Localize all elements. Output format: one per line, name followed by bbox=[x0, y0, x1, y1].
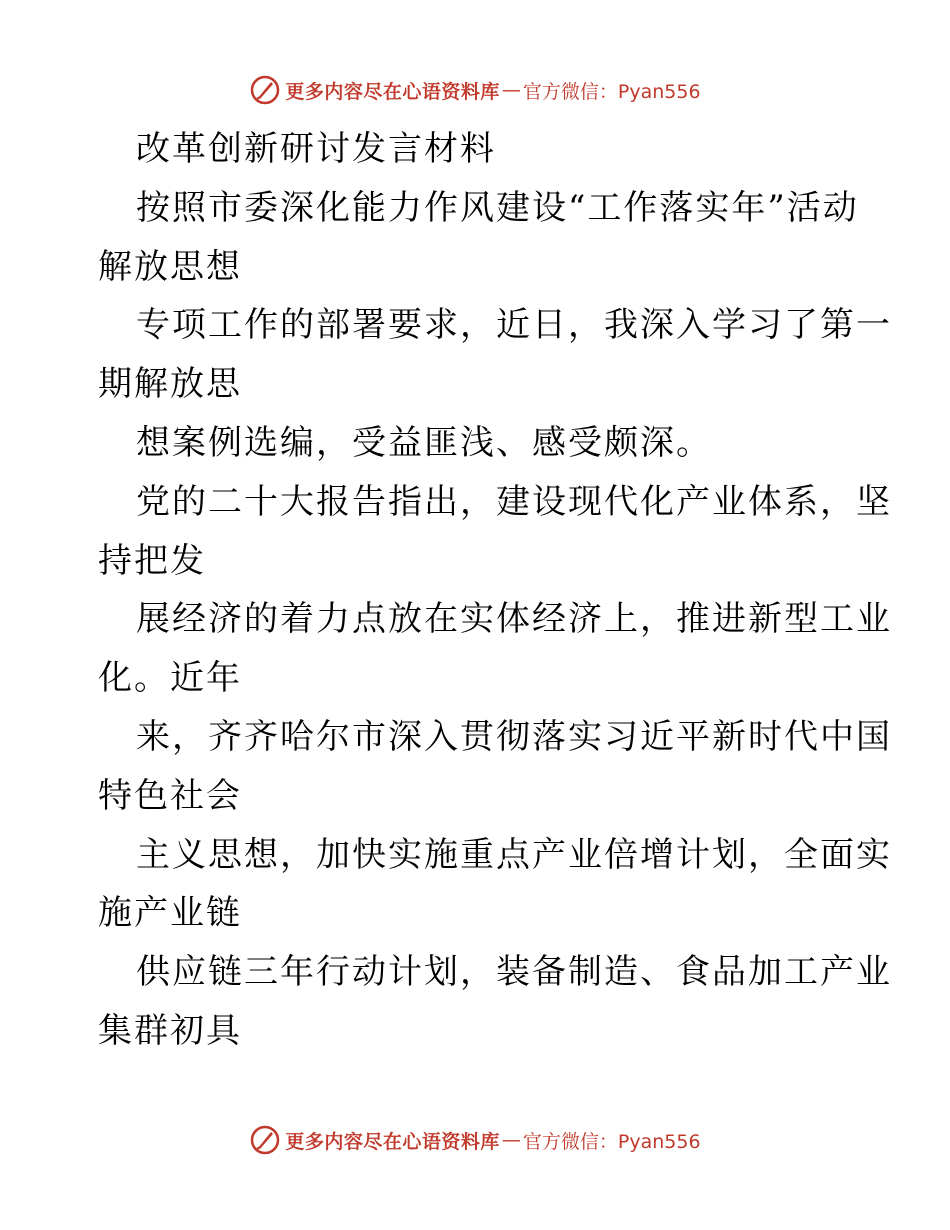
header-wechat: 官方微信：Pyan556 bbox=[522, 80, 701, 103]
footer-banner bbox=[0, 1120, 950, 1160]
text-line: 集群初具 bbox=[98, 1010, 242, 1051]
text-line: 展经济的着力点放在实体经济上，推进新型工业 bbox=[136, 599, 892, 640]
feather-pen-circle-icon bbox=[249, 74, 281, 106]
text-line: 解放思想 bbox=[98, 246, 242, 287]
document-body bbox=[98, 120, 892, 1061]
text-line: 化。近年 bbox=[98, 658, 242, 699]
header-banner bbox=[0, 70, 950, 110]
text-line: 党的二十大报告指出，建设现代化产业体系，坚 bbox=[136, 481, 892, 522]
feather-pen-circle-icon bbox=[249, 1124, 281, 1156]
text-line: 特色社会 bbox=[98, 775, 242, 816]
document-title: 改革创新研讨发言材料 bbox=[136, 129, 496, 169]
text-line: 按照市委深化能力作风建设“工作落实年”活动 bbox=[136, 187, 859, 228]
header-dash: — bbox=[501, 79, 521, 101]
footer-slogan: 更多内容尽在心语资料库 bbox=[285, 1130, 500, 1153]
text-line: 主义思想，加快实施重点产业倍增计划，全面实 bbox=[136, 834, 892, 875]
text-line: 施产业链 bbox=[98, 893, 242, 934]
text-line: 专项工作的部署要求，近日，我深入学习了第一 bbox=[136, 305, 892, 346]
text-line: 期解放思 bbox=[98, 364, 242, 405]
text-line: 来，齐齐哈尔市深入贯彻落实习近平新时代中国 bbox=[136, 716, 892, 757]
text-line: 持把发 bbox=[98, 540, 206, 581]
text-line: 供应链三年行动计划，装备制造、食品加工产业 bbox=[136, 952, 892, 993]
text-line: 想案例选编，受益匪浅、感受颇深。 bbox=[136, 422, 712, 463]
footer-wechat: 官方微信：Pyan556 bbox=[522, 1130, 701, 1153]
footer-dash: — bbox=[501, 1129, 521, 1151]
header-slogan: 更多内容尽在心语资料库 bbox=[285, 80, 500, 103]
